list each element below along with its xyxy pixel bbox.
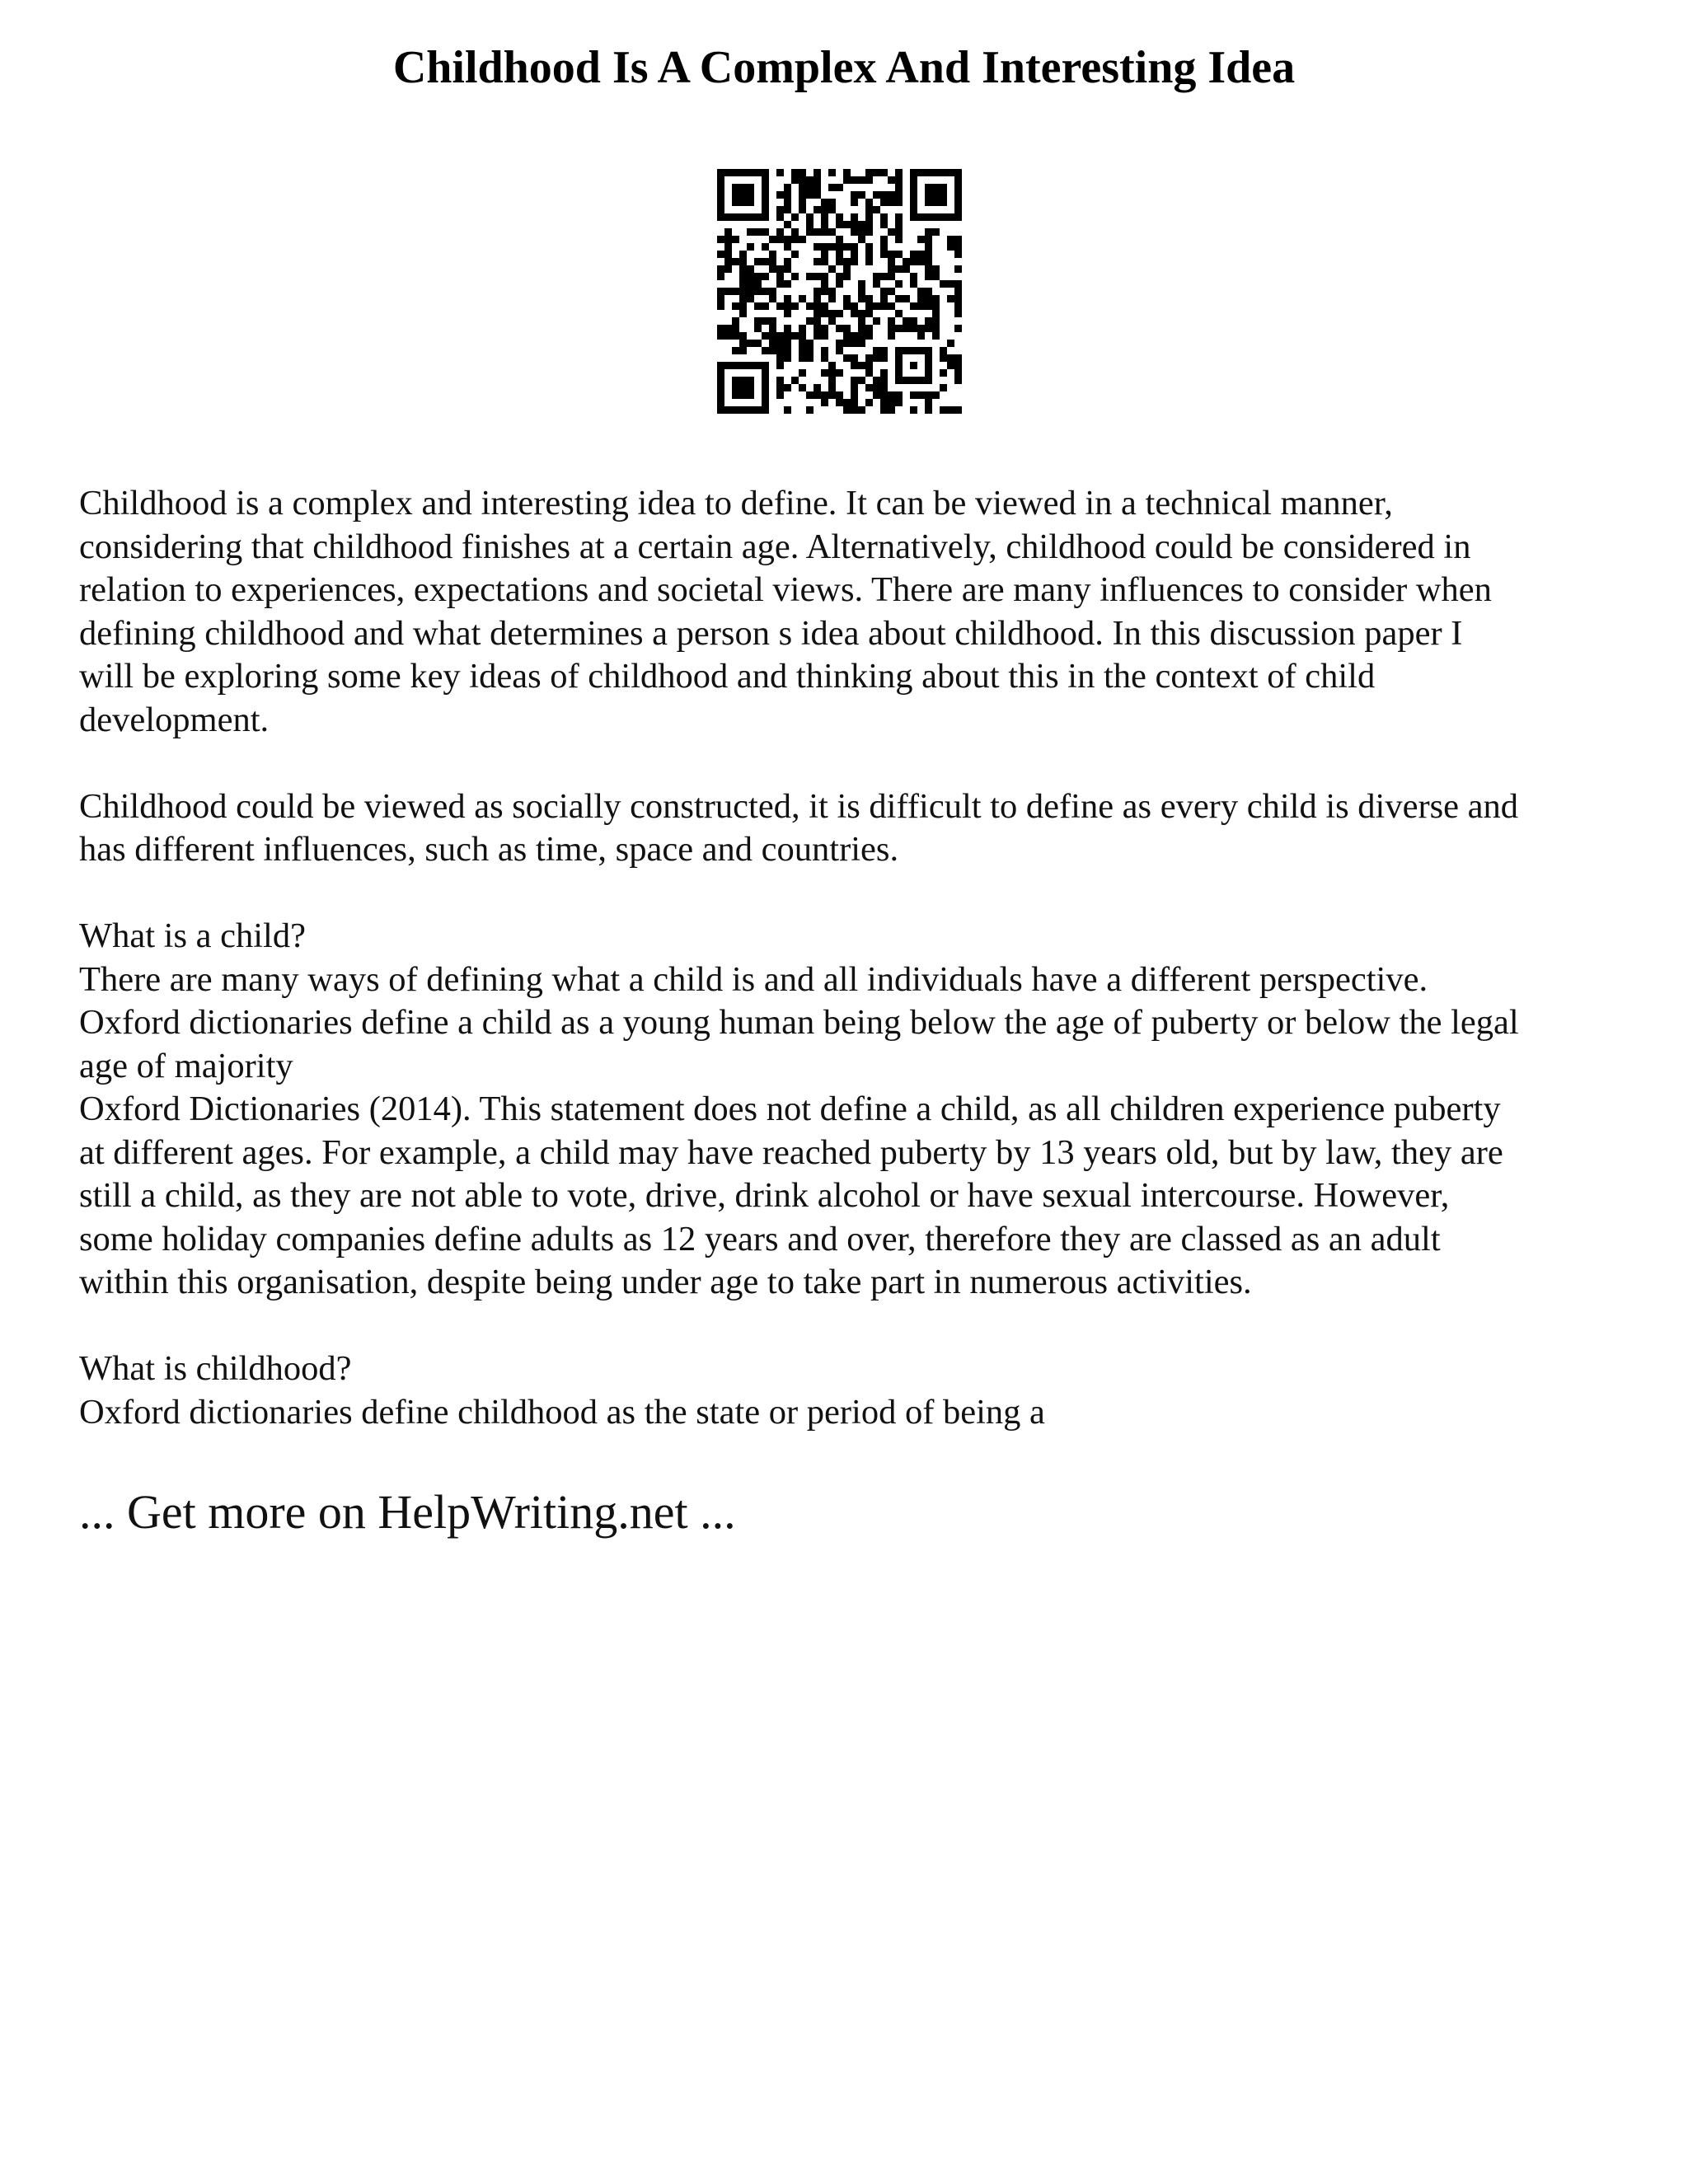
section-heading: What is childhood? xyxy=(79,1349,352,1388)
paragraph-line: Childhood could be viewed as socially constructed, it is difficult to define as every child is diverse and xyxy=(79,786,1519,826)
paragraph xyxy=(79,915,1620,1305)
section-heading: What is a child? xyxy=(79,916,306,955)
paragraph xyxy=(79,1347,1620,1434)
paragraph-line: Oxford Dictionaries (2014). This statement does not define a child, as all children experience puberty xyxy=(79,1090,1501,1128)
paragraph-line: age of majority xyxy=(79,1046,293,1085)
paragraph-line: Oxford dictionaries define a child as a young human being below the age of puberty or below the legal xyxy=(79,1003,1519,1042)
paragraph xyxy=(79,482,1620,742)
document-body xyxy=(79,482,1620,1434)
paragraph-line: Oxford dictionaries define childhood as the state or period of being a xyxy=(79,1392,1045,1432)
paragraph-line: will be exploring some key ideas of childhood and thinking about this in the context of child xyxy=(79,657,1376,696)
get-more-link[interactable]: ... Get more on HelpWriting.net ... xyxy=(79,1485,736,1539)
qr-code-icon xyxy=(717,169,962,414)
paragraph-line: still a child, as they are not able to vote, drive, drink alcohol or have sexual intercourse. However, xyxy=(79,1176,1450,1215)
paragraph-line: considering that childhood finishes at a certain age. Alternatively, childhood could be considered in xyxy=(79,527,1471,566)
paragraph-line: There are many ways of defining what a child is and all individuals have a different perspective. xyxy=(79,959,1428,999)
paragraph-line: some holiday companies define adults as 12 years and over, therefore they are classed as an adult xyxy=(79,1219,1441,1258)
paragraph-line: defining childhood and what determines a person s idea about childhood. In this discussion paper I xyxy=(79,613,1463,653)
paragraph-line: development. xyxy=(79,700,270,739)
paragraph-line: has different influences, such as time, space and countries. xyxy=(79,830,899,869)
paragraph xyxy=(79,785,1620,872)
paragraph-line: Childhood is a complex and interesting idea to define. It can be viewed in a technical manner, xyxy=(79,484,1393,523)
paragraph-line: within this organisation, despite being under age to take part in numerous activities. xyxy=(79,1263,1252,1301)
document-title: Childhood Is A Complex And Interesting Idea xyxy=(392,42,1296,93)
paragraph-line: at different ages. For example, a child may have reached puberty by 13 years old, but by law, they are xyxy=(79,1132,1503,1172)
paragraph-line: relation to experiences, expectations and societal views. There are many influences to consider when xyxy=(79,570,1492,609)
